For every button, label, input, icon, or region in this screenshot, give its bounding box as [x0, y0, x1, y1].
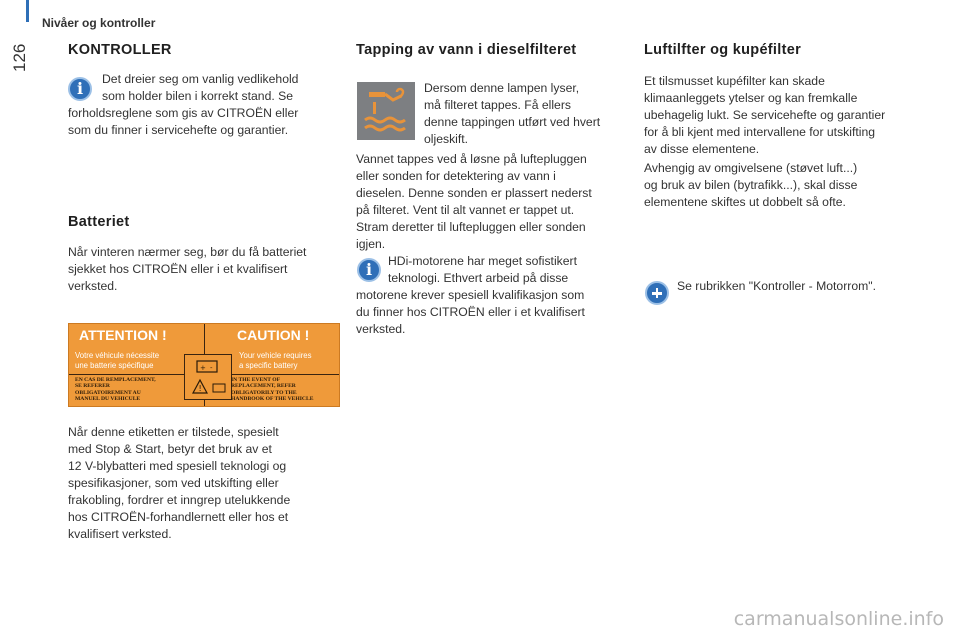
label-fr-line-2: une batterie spécifique: [75, 361, 154, 370]
text-line: elementene skiftes ut dobbelt så ofte.: [644, 195, 846, 209]
battery-paragraph-1: [68, 244, 348, 295]
battery-paragraph-2: [68, 424, 348, 543]
info-icon: i: [357, 258, 381, 282]
info-line-3: forholdsreglene som gis av CITROËN eller: [68, 106, 299, 120]
svg-text:!: !: [198, 384, 202, 393]
battery-title: Batteriet: [68, 214, 130, 230]
text-line: for å bli kjent med intervallene for utskifting: [644, 125, 875, 139]
watermark: carmanualsonline.info: [733, 608, 944, 630]
text-line: Dersom denne lampen lyser,: [424, 81, 580, 95]
info-line-2: som holder bilen i korrekt stand. Se: [102, 89, 294, 103]
text-line: Når denne etiketten er tilstede, spesielt: [68, 425, 279, 439]
text-line: 12 V-blybatteri med spesiell teknologi og: [68, 459, 287, 473]
page-number: 126: [10, 43, 29, 72]
label-fr-tiny: [75, 377, 156, 403]
text-line: Et tilsmusset kupéfilter kan skade: [644, 74, 825, 88]
text-line: oljeskift.: [424, 132, 469, 146]
text-line: kvalifisert verksted.: [68, 527, 172, 541]
header-accent-bar: [26, 0, 29, 22]
battery-warning-label: [68, 323, 340, 407]
text-line: denne tappingen utført ved hvert: [424, 115, 601, 129]
cabin-filter-title: Luftilfter og kupéfilter: [644, 42, 802, 58]
text-line: klimaanleggets ytelser og kan fremkalle: [644, 91, 858, 105]
text-line: IN THE EVENT OF: [231, 377, 281, 383]
text-line: OBLIGATORILY TO THE: [231, 389, 297, 396]
hdi-line-4: du finner hos CITROËN eller i et kvalifisert: [356, 305, 585, 319]
info-icon: i: [68, 77, 92, 101]
text-line: verksted.: [68, 279, 118, 293]
text-line: igjen.: [356, 237, 386, 251]
text-line: eller sonden for detektering av vann i: [356, 169, 556, 183]
kontroller-title: KONTROLLER: [68, 42, 172, 58]
text-line: av disse elementene.: [644, 142, 760, 156]
hdi-line-1: HDi-motorene har meget sofistikert: [388, 254, 577, 268]
see-also-link[interactable]: Se rubrikken "Kontroller - Motorrom".: [677, 279, 876, 293]
text-line: SE REFERER: [75, 383, 110, 390]
text-line: frakobling, fordrer et inngrep utelukkende: [68, 493, 291, 507]
text-line: OBLIGATOIREMENT AU: [75, 389, 141, 396]
hdi-line-2: teknologi. Ethvert arbeid på disse: [388, 271, 569, 285]
battery-warning-icon: [184, 354, 232, 400]
info-line-4: som du finner i servicehefte og garantier.: [68, 123, 289, 137]
water-in-diesel-lamp-icon: [357, 82, 415, 140]
hdi-line-3: motorene krever spesiell kvalifikasjon som: [356, 288, 585, 302]
text-line: må filteret tappes. Få ellers: [424, 98, 571, 112]
label-en-tiny: [231, 377, 313, 403]
lamp-text: [424, 80, 624, 148]
label-fr-line-1: Votre véhicule nécessite: [75, 351, 160, 360]
label-caution: CAUTION !: [237, 327, 310, 343]
text-line: hos CITROËN-forhandlernett eller hos et: [68, 510, 289, 524]
text-line: Avhengig av omgivelsene (støvet luft...): [644, 161, 858, 175]
diesel-body: [356, 151, 626, 253]
text-line: spesifikasjoner, som ved utskifting eller: [68, 476, 279, 490]
text-line: REPLACEMENT, REFER: [231, 383, 296, 390]
text-line: MANUEL DU VEHICULE: [75, 396, 141, 403]
hdi-line-5: verksted.: [356, 322, 406, 336]
text-line: Vannet tappes ved å løsne på luftepluggen: [356, 152, 587, 166]
text-line: ubehagelig lukt. Se servicehefte og garantier: [644, 108, 886, 122]
svg-text:-: -: [210, 364, 213, 372]
text-line: på filteret. Vent til alt vannet er tappet ut.: [356, 203, 575, 217]
cabin-filter-paragraph-2: [644, 160, 934, 211]
text-line: sjekket hos CITROËN eller i et kvalifisert: [68, 262, 288, 276]
cabin-filter-paragraph-1: [644, 73, 934, 158]
diesel-filter-title: Tapping av vann i dieselfilteret: [356, 42, 577, 58]
section-header: Nivåer og kontroller: [42, 16, 156, 30]
svg-text:+: +: [200, 364, 206, 372]
text-line: EN CAS DE REMPLACEMENT,: [75, 377, 156, 383]
text-line: med Stop & Start, betyr det bruk av et: [68, 442, 272, 456]
text-line: og bruk av bilen (bytrafikk...), skal disse: [644, 178, 858, 192]
label-en-line-1: Your vehicle requires: [239, 351, 312, 360]
label-en-line-2: a specific battery: [239, 361, 298, 370]
text-line: Stram deretter til luftepluggen eller sonden: [356, 220, 586, 234]
info-line-1: Det dreier seg om vanlig vedlikehold: [102, 72, 299, 86]
text-line: Når vinteren nærmer seg, bør du få batteriet: [68, 245, 307, 259]
label-attention: ATTENTION !: [79, 327, 167, 343]
see-also-plus-icon: [645, 281, 669, 305]
text-line: dieselen. Denne sonden er plassert nederst: [356, 186, 592, 200]
text-line: HANDBOOK OF THE VEHICLE: [231, 396, 314, 403]
